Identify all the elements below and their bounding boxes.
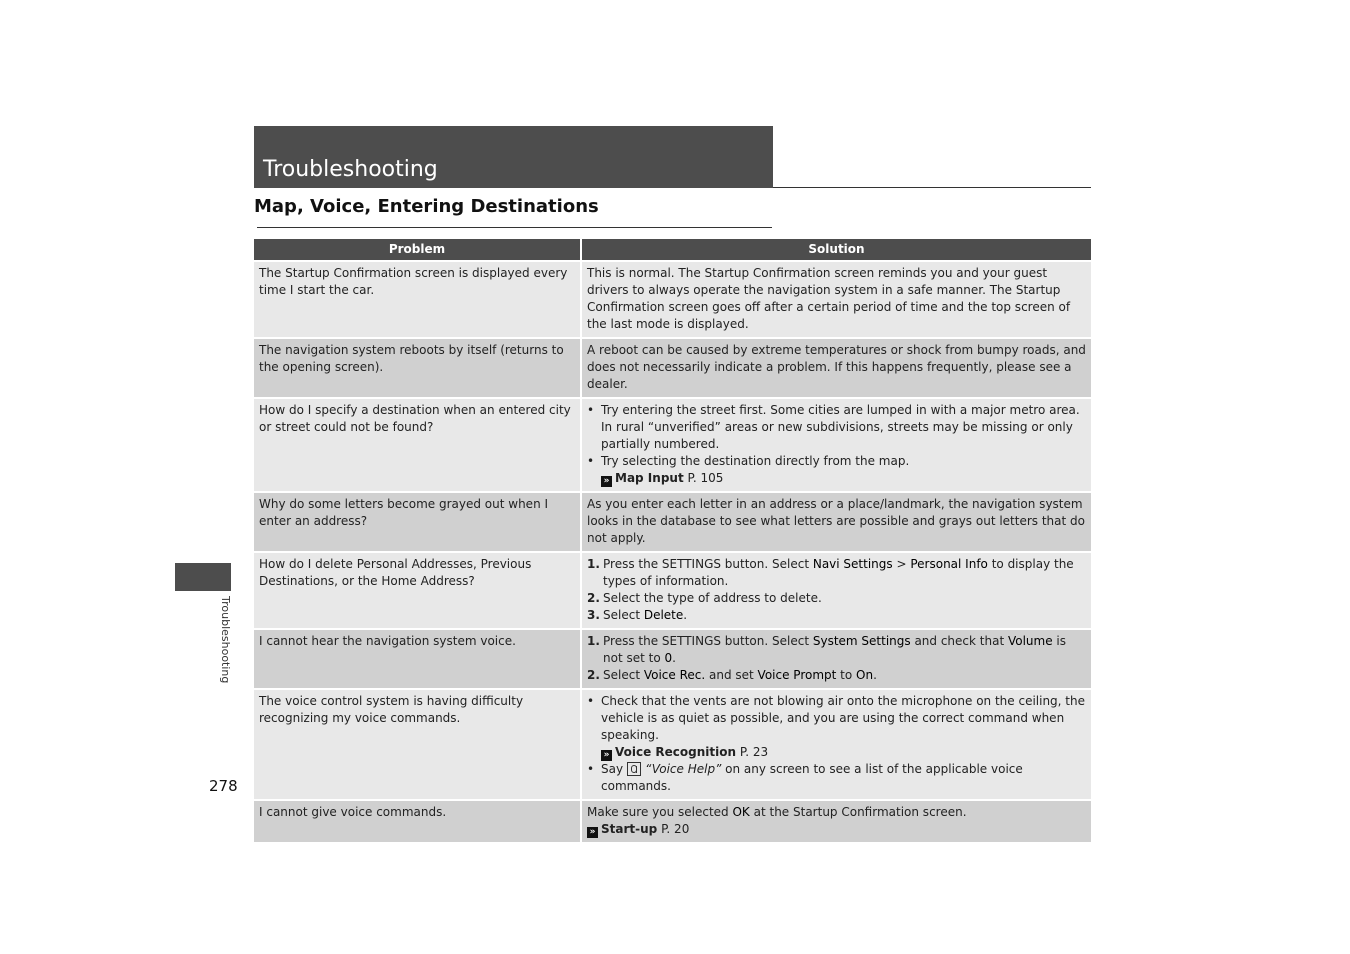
page-reference[interactable] <box>587 744 1087 761</box>
reference-page: P. 23 <box>736 745 769 759</box>
reference-name: Voice Recognition <box>615 745 737 759</box>
numbered-step: 2. Select the type of address to delete. <box>587 591 822 605</box>
table-header-row <box>254 239 1091 261</box>
table-row <box>254 629 1091 689</box>
reference-name: Start-up <box>601 822 658 836</box>
header-problem: Problem <box>254 239 581 261</box>
solution-cell <box>581 689 1091 800</box>
talk-button-icon <box>627 762 641 776</box>
page-reference[interactable] <box>587 821 1087 838</box>
header-solution: Solution <box>581 239 1091 261</box>
solution-cell <box>581 629 1091 689</box>
arrow-right-icon: » <box>601 750 612 761</box>
arrow-right-icon: » <box>601 476 612 487</box>
troubleshooting-table <box>254 239 1091 842</box>
bullet-item: • Say “Voice Help” on any screen to see a list of the applicable voice commands. <box>587 762 1023 793</box>
solution-text: Make sure you selected OK at the Startup Confirmation screen. <box>587 805 967 819</box>
chapter-tab <box>175 563 231 591</box>
problem-cell: How do I delete Personal Addresses, Previous Destinations, or the Home Address? <box>254 552 581 629</box>
title-bar <box>254 126 773 188</box>
page-reference[interactable] <box>587 470 1087 487</box>
chapter-tab-label: Troubleshooting <box>219 596 232 684</box>
problem-cell: I cannot give voice commands. <box>254 800 581 842</box>
title-rule <box>773 187 1091 188</box>
table-row <box>254 689 1091 800</box>
bullet-item: • Try selecting the destination directly from the map. <box>587 454 910 468</box>
table-row <box>254 492 1091 552</box>
table-row <box>254 398 1091 492</box>
section-subtitle: Map, Voice, Entering Destinations <box>254 196 599 217</box>
numbered-step: 1. Press the SETTINGS button. Select Navi Settings > Personal Info to display the types of information. <box>587 557 1074 588</box>
problem-cell: The voice control system is having difficulty recognizing my voice commands. <box>254 689 581 800</box>
bullet-item: • Check that the vents are not blowing air onto the microphone on the ceiling, the vehicle is as quiet as possible, and you are using the correct command when speaking. <box>587 694 1085 742</box>
page-title: Troubleshooting <box>263 157 438 182</box>
reference-page: P. 20 <box>657 822 690 836</box>
table-row <box>254 800 1091 842</box>
solution-cell: As you enter each letter in an address or a place/landmark, the navigation system looks in the database to see what letters are possible and grays out letters that do not apply. <box>581 492 1091 552</box>
arrow-right-icon: » <box>587 827 598 838</box>
solution-cell: A reboot can be caused by extreme temperatures or shock from bumpy roads, and does not necessarily indicate a problem. If this happens frequently, please see a dealer. <box>581 338 1091 398</box>
problem-cell: The Startup Confirmation screen is displayed every time I start the car. <box>254 261 581 338</box>
problem-cell: How do I specify a destination when an entered city or street could not be found? <box>254 398 581 492</box>
numbered-step: 2. Select Voice Rec. and set Voice Prompt to On. <box>587 668 877 682</box>
reference-page: P. 105 <box>683 471 724 485</box>
page-number: 278 <box>209 777 238 795</box>
solution-cell: This is normal. The Startup Confirmation screen reminds you and your guest drivers to always operate the navigation system in a safe manner. The Startup Confirmation screen goes off after a certain period of time and the top screen of the last mode is displayed. <box>581 261 1091 338</box>
problem-cell: Why do some letters become grayed out when I enter an address? <box>254 492 581 552</box>
subtitle-rule <box>257 227 772 228</box>
problem-cell: The navigation system reboots by itself (returns to the opening screen). <box>254 338 581 398</box>
table-row <box>254 338 1091 398</box>
solution-cell <box>581 800 1091 842</box>
reference-name: Map Input <box>615 471 684 485</box>
numbered-step: 1. Press the SETTINGS button. Select System Settings and check that Volume is not set to 0. <box>587 634 1067 665</box>
problem-cell: I cannot hear the navigation system voice. <box>254 629 581 689</box>
numbered-step: 3. Select Delete. <box>587 608 688 622</box>
table-row <box>254 261 1091 338</box>
bullet-item: • Try entering the street first. Some cities are lumped in with a major metro area. In rural “unverified” areas or new subdivisions, streets may be missing or only partially numbered. <box>587 403 1080 451</box>
solution-cell <box>581 398 1091 492</box>
solution-cell <box>581 552 1091 629</box>
table-row <box>254 552 1091 629</box>
